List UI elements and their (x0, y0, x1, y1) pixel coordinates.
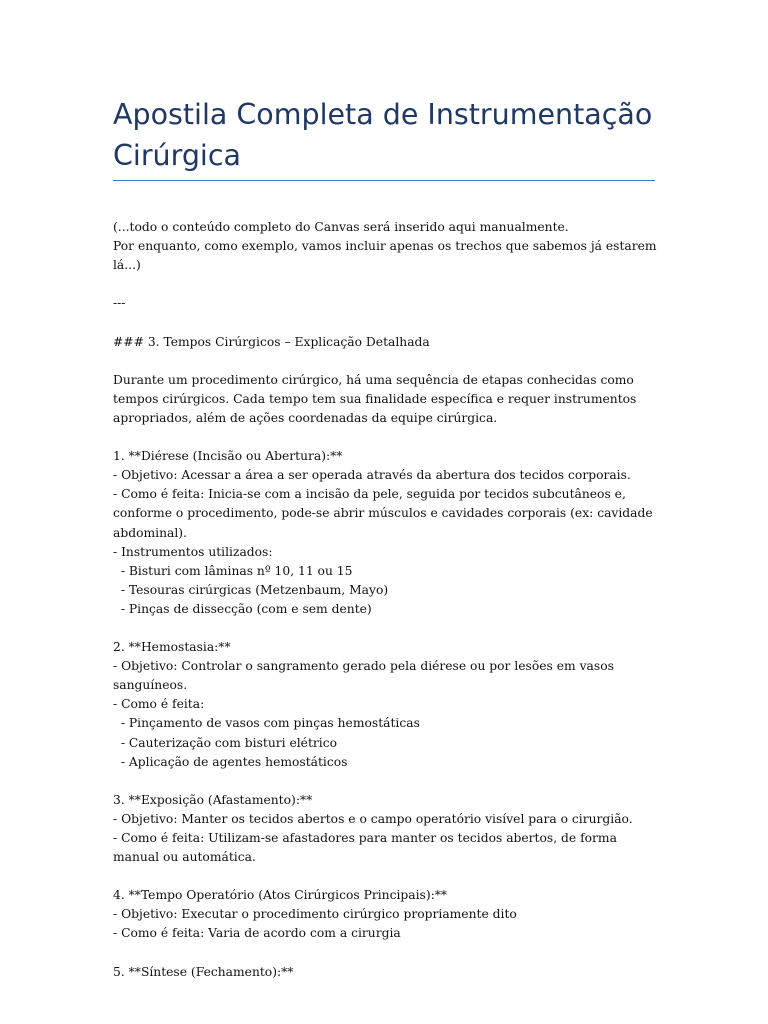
separator: --- (113, 296, 126, 311)
step-heading: 4. **Tempo Operatório (Atos Cirúrgicos Principais):** (113, 888, 448, 903)
step-heading: 2. **Hemostasia:** (113, 640, 231, 655)
step-line: - Como é feita: (113, 697, 205, 712)
step-line: - Tesouras cirúrgicas (Metzenbaum, Mayo) (113, 582, 389, 597)
title-underline (113, 180, 655, 181)
step-line: - Objetivo: Executar o procedimento cirúrgico propriamente dito (113, 907, 517, 922)
step-heading: 5. **Síntese (Fechamento):** (113, 964, 294, 979)
step-4 (113, 886, 658, 943)
step-line: - Bisturi com lâminas nº 10, 11 ou 15 (113, 563, 353, 578)
step-heading: 3. **Exposição (Afastamento):** (113, 792, 313, 807)
step-5 (113, 963, 658, 982)
title-line-2: Cirúrgica (113, 139, 241, 172)
title-line-1: Apostila Completa de Instrumentação (113, 98, 653, 131)
step-3 (113, 791, 658, 867)
step-line: - Pinçamento de vasos com pinças hemostáticas (113, 716, 420, 731)
step-line: - Instrumentos utilizados: (113, 544, 273, 559)
step-line: - Como é feita: Utilizam-se afastadores para manter os tecidos abertos, de forma manual ou automática. (113, 831, 617, 865)
intro-paragraph (113, 218, 658, 275)
step-line: - Objetivo: Manter os tecidos abertos e o campo operatório visível para o cirurgião. (113, 811, 633, 826)
section-intro: Durante um procedimento cirúrgico, há uma sequência de etapas conhecidas como tempos cirúrgicos. Cada tempo tem sua finalidade específica e requer instrumentos apropriados, além de ações coordenadas da equipe cirúrgica. (113, 372, 637, 425)
step-line: - Objetivo: Acessar a área a ser operada através da abertura dos tecidos corporais. (113, 468, 631, 483)
step-line: - Aplicação de agentes hemostáticos (113, 754, 348, 769)
document-title (113, 94, 673, 176)
intro-line: Por enquanto, como exemplo, vamos incluir apenas os trechos que sabemos já estarem lá...) (113, 239, 657, 273)
step-line: - Como é feita: Varia de acordo com a cirurgia (113, 926, 401, 941)
step-2 (113, 638, 658, 772)
document-body (113, 218, 658, 1001)
step-line: - Como é feita: Inicia-se com a incisão da pele, seguida por tecidos subcutâneos e, conforme o procedimento, pode-se abrir músculos e cavidades corporais (ex: cavidade abdominal). (113, 487, 653, 540)
step-line: - Pinças de dissecção (com e sem dente) (113, 601, 372, 616)
step-1 (113, 447, 658, 619)
section-heading: ### 3. Tempos Cirúrgicos – Explicação Detalhada (113, 334, 430, 349)
step-line: - Objetivo: Controlar o sangramento gerado pela diérese ou por lesões em vasos sanguíneos. (113, 659, 614, 693)
step-heading: 1. **Diérese (Incisão ou Abertura):** (113, 449, 343, 464)
step-line: - Cauterização com bisturi elétrico (113, 735, 337, 750)
intro-line: (...todo o conteúdo completo do Canvas será inserido aqui manualmente. (113, 220, 569, 234)
